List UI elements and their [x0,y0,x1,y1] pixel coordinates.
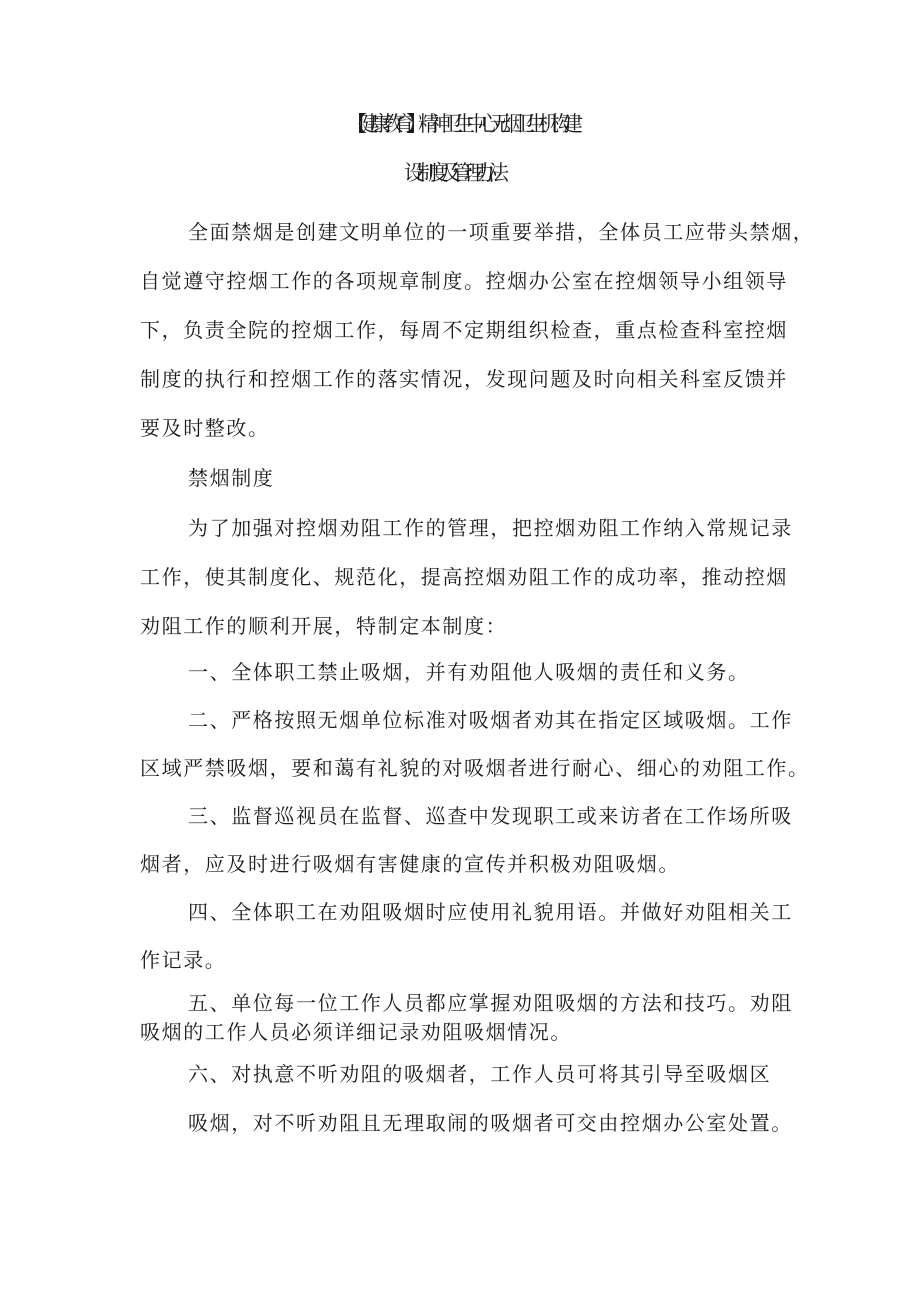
intro-line-4: 制度的执行和控烟工作的落实情况，发现问题及时向相关科室反馈并 [140,367,788,391]
purpose-line-1: 为了加强对控烟劝阻工作的管理，把控烟劝阻工作纳入常规记录 [188,516,793,540]
rule-2-line-1: 二、严格按照无烟单位标准对吸烟者劝其在指定区域吸烟。工作 [188,708,793,732]
rule-6-line-2: 吸烟，对不听劝阻且无理取闹的吸烟者可交由控烟办公室处置。 [188,1111,793,1135]
intro-line-5: 要及时整改。 [140,416,270,440]
intro-line-2: 自觉遵守控烟工作的各项规章制度。控烟办公室在控烟领导小组领导 [140,269,788,293]
rule-4-line-1: 四、全体职工在劝阻吸烟时应使用礼貌用语。并做好劝阻相关工 [188,900,793,924]
rule-4-line-2: 作记录。 [140,948,227,972]
rule-1-line-1: 一、全体职工禁止吸烟，并有劝阻他人吸烟的责任和义务。 [188,660,750,684]
rule-3-line-2: 烟者，应及时进行吸烟有害健康的宣传并积极劝阻吸烟。 [140,852,680,876]
intro-line-1: 全面禁烟是创建文明单位的一项重要举措，全体员工应带头禁烟， [188,220,815,244]
rule-6-line-1: 六、对执意不听劝阻的吸烟者，工作人员可将其引导至吸烟区 [188,1062,772,1086]
rule-5-line-2: 吸烟的工作人员必须详细记录劝阻吸烟情况。 [140,1020,572,1044]
rule-3-line-1: 三、监督巡视员在监督、巡查中发现职工或来访者在工作场所吸 [188,804,793,828]
section-heading: 禁烟制度 [188,466,275,490]
document-title-line-1: 【健康教育】精神卫生中心无烟卫生机构建 [346,112,574,136]
rule-2-line-2: 区域严禁吸烟，要和蔼有礼貌的对吸烟者进行耐心、细心的劝阻工作。 [140,756,810,780]
document-title-line-2: 设制度及管理办法 [404,161,500,185]
purpose-line-2: 工作，使其制度化、规范化，提高控烟劝阻工作的成功率，推动控烟 [140,565,788,589]
intro-line-3: 下，负责全院的控烟工作，每周不定期组织检查，重点检查科室控烟 [140,318,788,342]
purpose-line-3: 劝阻工作的顺利开展，特制定本制度： [140,614,508,638]
rule-5-line-1: 五、单位每一位工作人员都应掌握劝阻吸烟的方法和技巧。劝阻 [188,991,793,1015]
